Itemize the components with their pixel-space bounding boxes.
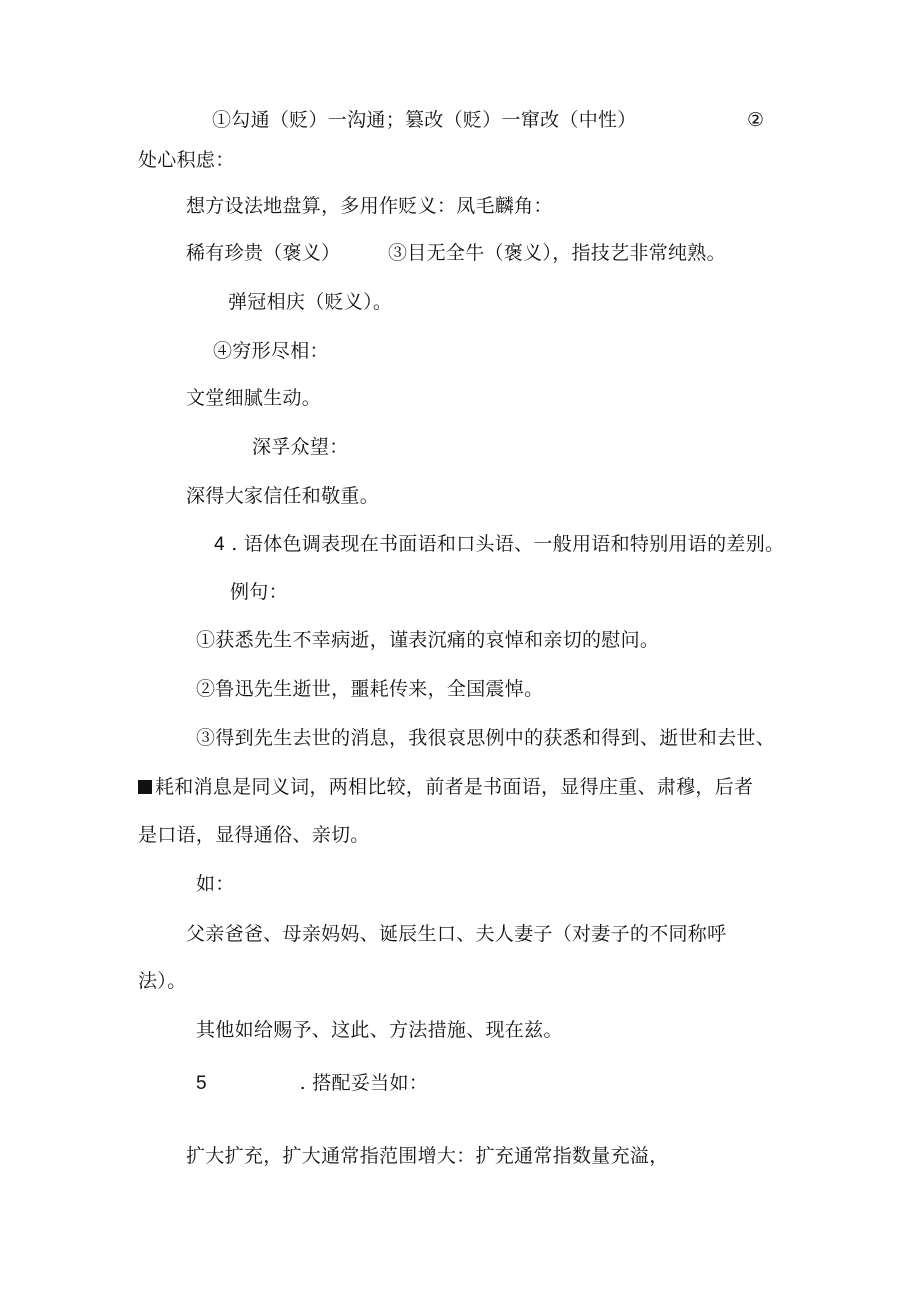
list-item <box>196 1071 428 1096</box>
text-line: 其他如给赐予、这此、方法措施、现在兹。 <box>196 1019 563 1041</box>
text-line: 扩大扩充，扩大通常指范围增大：扩充通常指数量充溢， <box>186 1145 669 1167</box>
text-line: 稀有珍贵（褒义） <box>186 242 341 264</box>
text-line: 父亲爸爸、母亲妈妈、诞辰生口、夫人妻子（对妻子的不同称呼 <box>186 923 727 945</box>
black-square-glyph <box>138 780 152 794</box>
text-line: ③得到先生去世的消息，我很哀思例中的获悉和得到、逝世和去世、 <box>196 727 776 749</box>
text-line: 弹冠相庆（贬义）。 <box>228 291 393 313</box>
text-line <box>138 775 753 799</box>
text-line: ④穷形尽相： <box>213 340 329 362</box>
list-number: 4 <box>214 534 225 555</box>
list-item <box>214 532 784 557</box>
text-line: 法）。 <box>138 970 187 992</box>
text-line: ①获悉先生不幸病逝，谨表沉痛的哀悼和亲切的慰问。 <box>196 629 660 651</box>
text-line: 处心积虑： <box>138 149 235 171</box>
text-line: 是口语，显得通俗、亲切。 <box>138 824 370 846</box>
text-line: ②鲁迅先生逝世，噩耗传来，全国震悼。 <box>196 678 544 700</box>
text-line: 深得大家信任和敬重。 <box>186 485 380 507</box>
text-line: . 搭配妥当如： <box>299 1072 429 1094</box>
text-line: 文堂细腻生动。 <box>186 387 322 409</box>
text-line: ③目无全牛（褒义），指技艺非常纯熟。 <box>388 242 726 264</box>
text-line: ② <box>747 109 765 131</box>
list-number: 5 <box>196 1073 207 1094</box>
text-line: 例句： <box>230 581 288 603</box>
text-line: . 语体色调表现在书面语和口头语、一般用语和特别用语的差别。 <box>231 533 785 555</box>
text-line: 如： <box>196 873 235 895</box>
text-span: 耗和消息是同义词，两相比较，前者是书面语，显得庄重、肃穆，后者 <box>155 776 754 798</box>
text-line: ①勾通（贬）一沟通；篡改（贬）一窜改（中性） <box>212 109 637 131</box>
text-line: 深孚众望： <box>252 436 349 458</box>
text-line: 想方设法地盘算，多用作贬义：凤毛麟角： <box>186 195 553 217</box>
